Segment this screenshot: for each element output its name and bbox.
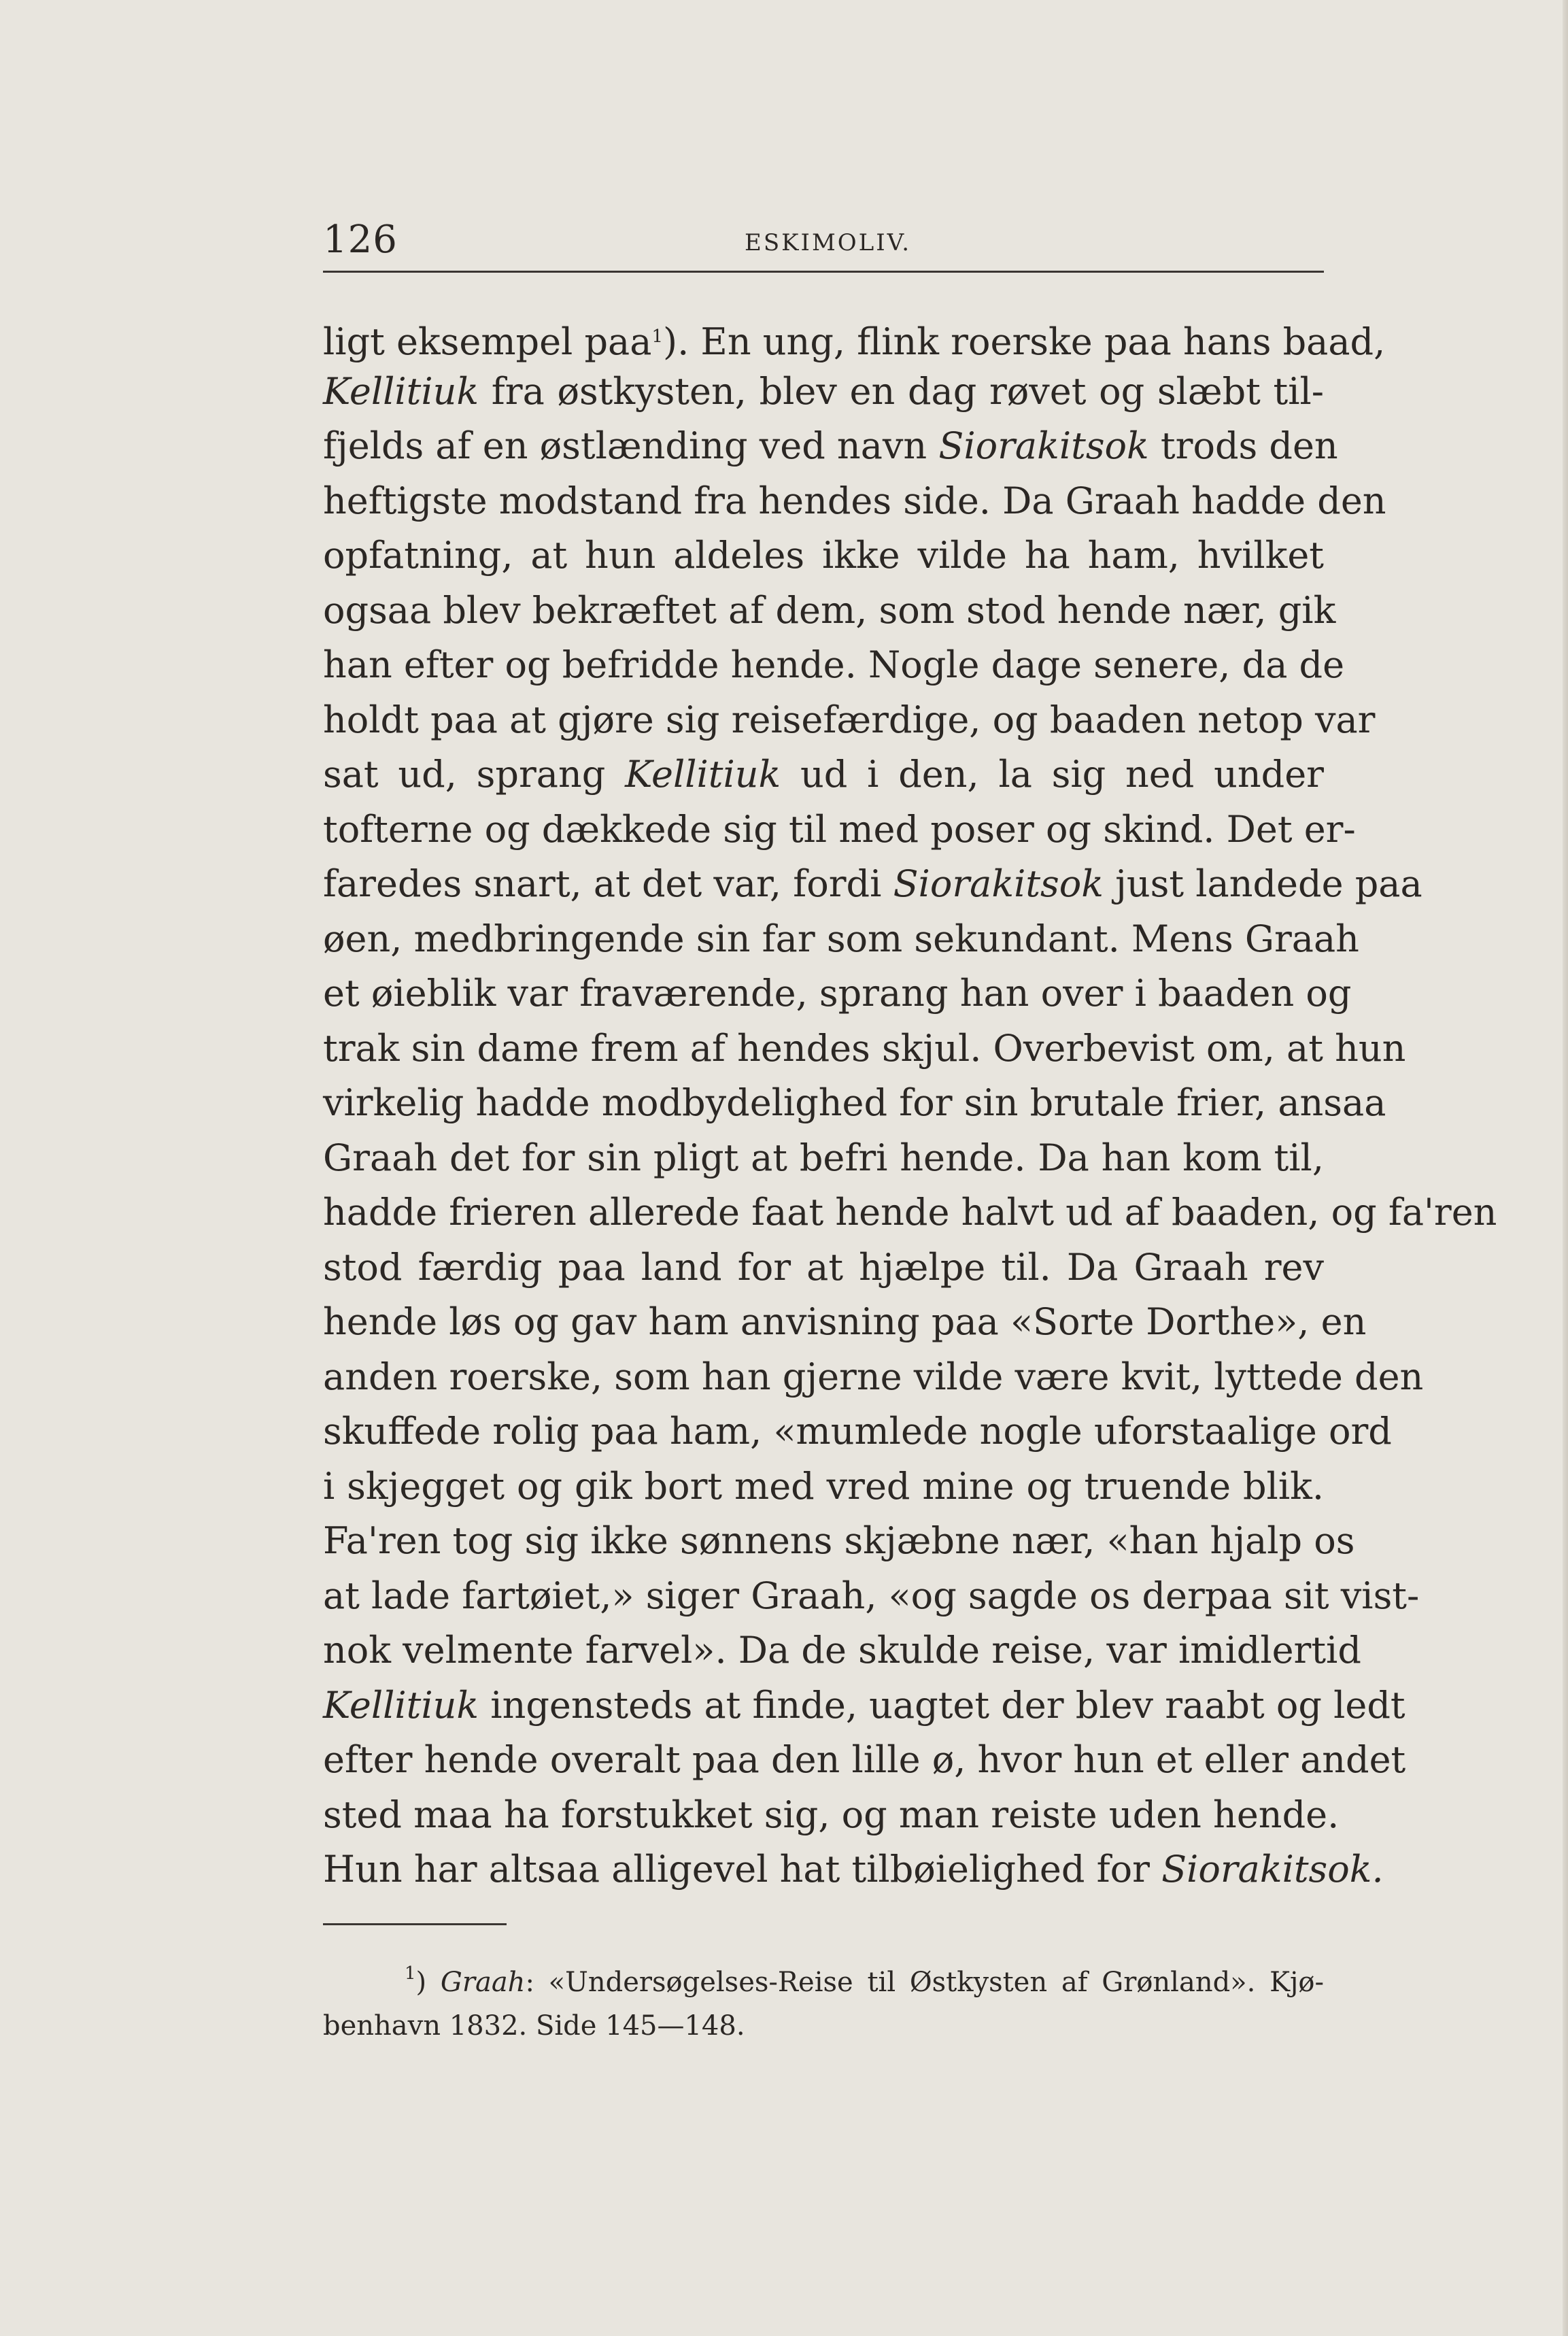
body-line bbox=[323, 1678, 1405, 1733]
text-run: hadde frieren allerede faat hende halvt ud af baaden, og fa'ren bbox=[323, 1191, 1497, 1234]
text-run: ). En ung, flink roerske paa hans baad, bbox=[663, 320, 1386, 363]
footnote-marker: 1 bbox=[651, 326, 663, 347]
body-line bbox=[323, 419, 1338, 474]
body-line bbox=[323, 583, 1336, 639]
text-run: sted maa ha forstukket sig, og man reiste uden hende. bbox=[323, 1793, 1340, 1836]
footnote-line bbox=[323, 2004, 1324, 2048]
text-run: Hun har altsaa alligevel hat tilbøielighed for bbox=[323, 1848, 1162, 1891]
text-run: et øieblik var fraværende, sprang han over i baaden og bbox=[323, 972, 1352, 1015]
footnote bbox=[323, 1952, 1324, 2048]
text-run: stod færdig paa land for at hjælpe til. Da Graah rev bbox=[323, 1245, 1324, 1289]
body-line bbox=[323, 528, 1324, 583]
text-run: anden roerske, som han gjerne vilde være kvit, lyttede den bbox=[323, 1355, 1424, 1398]
text-run: virkelig hadde modbydelighed for sin brutale frier, ansaa bbox=[323, 1081, 1386, 1124]
body-line bbox=[323, 1733, 1406, 1788]
footnote-marker: 1 bbox=[405, 1963, 416, 1984]
text-run: efter hende overalt paa den lille ø, hvor hun et eller andet bbox=[323, 1738, 1406, 1781]
text-run: fra østkysten, blev en dag røvet og slæbt til- bbox=[479, 369, 1324, 413]
text-run: just landede paa bbox=[1103, 862, 1422, 905]
body-line bbox=[323, 1788, 1340, 1843]
text-run: Graah det for sin pligt at befri hende. Da han kom til, bbox=[323, 1136, 1324, 1179]
body-line bbox=[323, 1350, 1424, 1405]
body-text bbox=[323, 309, 1497, 1897]
body-line bbox=[323, 309, 1386, 365]
italic-name: Kellitiuk bbox=[625, 753, 781, 796]
text-run: trak sin dame frem af hendes skjul. Overbevist om, at hun bbox=[323, 1026, 1406, 1070]
body-line bbox=[323, 1569, 1420, 1624]
italic-name: Siorakitsok bbox=[938, 424, 1149, 467]
italic-name: Kellitiuk bbox=[323, 369, 479, 413]
text-run: tofterne og dækkede sig til med poser og skind. Det er- bbox=[323, 807, 1356, 851]
body-line bbox=[323, 638, 1345, 693]
footnote-line bbox=[323, 1952, 1324, 2004]
text-run: øen, medbringende sin far som sekundant. Mens Graah bbox=[323, 917, 1359, 960]
text-run: faredes snart, at det var, fordi bbox=[323, 862, 893, 905]
italic-name: Siorakitsok bbox=[893, 862, 1104, 905]
text-run: heftigste modstand fra hendes side. Da Graah hadde den bbox=[323, 479, 1386, 522]
text-run: at lade fartøiet,» siger Graah, «og sagde os derpaa sit vist- bbox=[323, 1574, 1420, 1617]
text-run: benhavn 1832. Side 145—148. bbox=[323, 2010, 745, 2042]
text-run: fjelds af en østlænding ved navn bbox=[323, 424, 939, 467]
text-run: ingensteds at finde, uagtet der blev raabt og ledt bbox=[479, 1683, 1405, 1727]
footnote-rule bbox=[323, 1923, 507, 1925]
text-run: hende løs og gav ham anvisning paa «Sorte Dorthe», en bbox=[323, 1300, 1367, 1343]
body-line bbox=[323, 474, 1386, 529]
body-line bbox=[323, 1842, 1384, 1897]
italic-name: Kellitiuk bbox=[323, 1683, 479, 1727]
body-line bbox=[323, 693, 1376, 748]
body-line bbox=[323, 1514, 1355, 1569]
text-run: ) bbox=[415, 1967, 441, 1998]
text-run: i skjegget og gik bort med vred mine og truende blik. bbox=[323, 1464, 1324, 1508]
text-run: ogsaa blev bekræftet af dem, som stod hende nær, gik bbox=[323, 588, 1336, 632]
text-run: han efter og befridde hende. Nogle dage senere, da de bbox=[323, 643, 1345, 686]
text-run: : «Undersøgelses-Reise til Østkysten af Grønland». Kjø- bbox=[525, 1967, 1324, 1998]
text-run: trods den bbox=[1148, 424, 1338, 467]
body-line bbox=[323, 747, 1324, 802]
running-head: ESKIMOLIV. bbox=[745, 229, 912, 256]
body-line bbox=[323, 1404, 1392, 1459]
body-line bbox=[323, 1131, 1324, 1186]
text-run: ligt eksempel paa bbox=[323, 320, 652, 363]
text-run: skuffede rolig paa ham, «mumlede nogle uforstaalige ord bbox=[323, 1410, 1392, 1453]
body-line bbox=[323, 1240, 1324, 1296]
text-run: opfatning, at hun aldeles ikke vilde ha ham, hvilket bbox=[323, 534, 1324, 577]
text-run: nok velmente farvel». Da de skulde reise, var imidlertid bbox=[323, 1629, 1361, 1672]
page-header bbox=[323, 216, 1324, 273]
body-line bbox=[323, 365, 1324, 420]
body-line bbox=[323, 1295, 1367, 1350]
body-line bbox=[323, 966, 1352, 1021]
text-run: Fa'ren tog sig ikke sønnens skjæbne nær, «han hjalp os bbox=[323, 1519, 1355, 1562]
body-line bbox=[323, 1623, 1361, 1678]
body-line bbox=[323, 1076, 1386, 1131]
page-number: 126 bbox=[323, 218, 398, 262]
body-line bbox=[323, 857, 1422, 912]
body-line bbox=[323, 1185, 1497, 1240]
body-line bbox=[323, 1021, 1406, 1077]
italic-name: Graah bbox=[440, 1967, 526, 1998]
page-edge bbox=[1563, 0, 1568, 2336]
italic-name: Siorakitsok. bbox=[1161, 1848, 1384, 1891]
body-line bbox=[323, 1459, 1324, 1514]
body-line bbox=[323, 912, 1359, 967]
text-run: sat ud, sprang bbox=[323, 753, 626, 796]
text-run: holdt paa at gjøre sig reisefærdige, og baaden netop var bbox=[323, 698, 1376, 741]
body-line bbox=[323, 802, 1356, 858]
text-run: ud i den, la sig ned under bbox=[781, 753, 1324, 796]
